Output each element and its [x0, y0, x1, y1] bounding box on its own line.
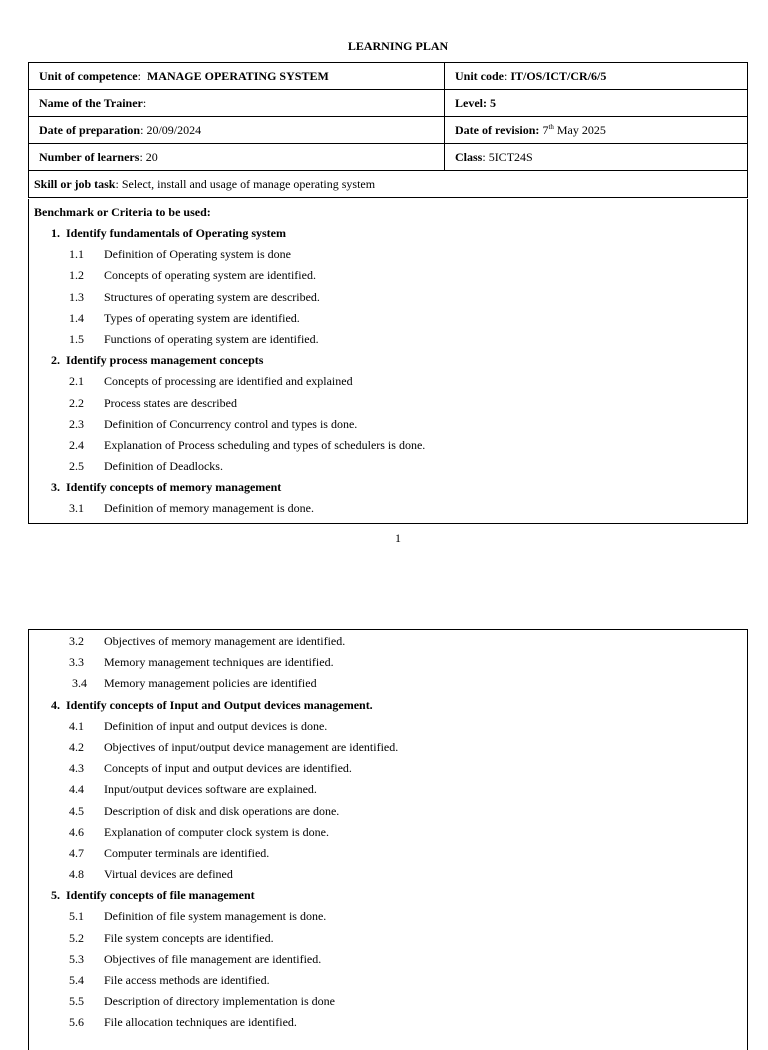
criteria-heading-text: 1. Identify fundamentals of Operating system	[51, 226, 287, 240]
criteria-item-number: 1.1	[69, 247, 84, 262]
criteria-item-text: Computer terminals are identified.	[104, 845, 270, 860]
criteria-item	[29, 801, 747, 822]
skill-or-job-task-cell: Skill or job task: Select, install and usage of manage operating system	[29, 171, 748, 198]
criteria-item	[29, 1012, 747, 1033]
criteria-item-number: 4.5	[69, 803, 84, 818]
criteria-item-text: Process states are described	[104, 395, 237, 410]
criteria-item	[29, 329, 747, 350]
criteria-item-number: 4.2	[69, 739, 84, 754]
criteria-heading	[29, 885, 747, 906]
level-label: Level: 5	[455, 95, 496, 110]
criteria-item-text: Definition of memory management is done.	[104, 501, 314, 516]
criteria-item	[29, 779, 747, 800]
criteria-item	[29, 970, 747, 991]
code-label: Unit code	[455, 68, 504, 83]
criteria-item-text: Objectives of file management are identified.	[104, 951, 322, 966]
criteria-item	[29, 864, 747, 885]
criteria-item-text: File allocation techniques are identified.	[104, 1015, 297, 1030]
criteria-item-text: Objectives of memory management are identified.	[104, 634, 346, 648]
class-cell: Class: 5ICT24S	[445, 144, 748, 171]
criteria-item-number: 3.3	[69, 655, 84, 670]
criteria-item-text: Memory management policies are identified	[104, 676, 317, 691]
criteria-item	[29, 737, 747, 758]
criteria-heading-text: 3. Identify concepts of memory management	[51, 480, 282, 495]
criteria-item	[29, 758, 747, 779]
criteria-item-text: Definition of Deadlocks.	[104, 459, 223, 474]
criteria-item-number: 4.8	[69, 867, 84, 882]
criteria-item	[29, 456, 747, 477]
document-title: LEARNING PLAN	[347, 39, 449, 53]
trainer-label: Name of the Trainer	[39, 95, 143, 110]
criteria-item-number: 3.2	[69, 634, 84, 648]
criteria-item-number: 4.3	[69, 761, 84, 776]
criteria-item	[29, 498, 747, 519]
criteria-item-number: 1.5	[69, 331, 84, 346]
criteria-item-text: Concepts of processing are identified and explained	[104, 374, 353, 389]
date-of-preparation-cell: Date of preparation: 20/09/2024	[29, 117, 445, 144]
criteria-item-text: Definition of file system management is done.	[104, 909, 327, 924]
trainer-cell: Name of the Trainer:	[29, 90, 445, 117]
criteria-item-text: Explanation of computer clock system is done.	[104, 824, 329, 839]
criteria-item-number: 4.4	[69, 782, 84, 797]
criteria-item	[29, 949, 747, 970]
date-of-revision-cell	[445, 117, 748, 144]
criteria-heading	[29, 350, 747, 371]
criteria-item-number: 2.2	[69, 395, 84, 410]
criteria-item-number: 5.5	[69, 994, 84, 1009]
criteria-item-text: Memory management techniques are identified.	[104, 655, 334, 670]
criteria-item	[29, 906, 747, 927]
criteria-item	[29, 822, 747, 843]
class-value: 5ICT24S	[488, 149, 533, 164]
criteria-item	[29, 414, 747, 435]
benchmark-section-page-2	[28, 629, 748, 1050]
criteria-item-number: 5.6	[69, 1015, 84, 1030]
prep-value: 20/09/2024	[146, 122, 202, 137]
criteria-item-number: 4.1	[69, 718, 84, 733]
criteria-item-number: 3.1	[69, 501, 84, 516]
benchmark-list-page-2	[29, 631, 747, 1034]
criteria-item	[29, 287, 747, 308]
criteria-heading	[29, 477, 747, 498]
criteria-item-text: Functions of operating system are identified.	[104, 331, 319, 346]
criteria-item	[29, 843, 747, 864]
criteria-item	[29, 244, 747, 265]
class-label: Class	[455, 149, 483, 164]
benchmark-list-page-1	[29, 223, 747, 520]
criteria-item	[29, 435, 747, 456]
criteria-item-number: 3.4	[72, 676, 87, 691]
learners-value: 20	[145, 149, 158, 164]
criteria-item	[29, 716, 747, 737]
prep-label: Date of preparation	[39, 122, 141, 137]
criteria-item-number: 4.7	[69, 845, 84, 860]
criteria-item-number: 1.3	[69, 289, 84, 304]
criteria-heading-text: 4. Identify concepts of Input and Output devices management.	[51, 697, 373, 712]
rev-month-year: May 2025	[556, 122, 606, 137]
criteria-item-text: Types of operating system are identified.	[104, 310, 300, 325]
criteria-item-text: File system concepts are identified.	[104, 930, 274, 945]
unit-label: Unit of competence	[39, 68, 138, 83]
criteria-item-text: Concepts of operating system are identified.	[104, 268, 316, 283]
criteria-item	[29, 371, 747, 392]
criteria-item-number: 5.2	[69, 930, 84, 945]
criteria-item-text: File access methods are identified.	[104, 973, 270, 987]
code-value: IT/OS/ICT/CR/6/5	[510, 68, 607, 83]
criteria-item	[29, 308, 747, 329]
criteria-item-text: Description of disk and disk operations are done.	[104, 803, 340, 818]
criteria-item-number: 1.4	[69, 310, 84, 325]
criteria-item-text: Objectives of input/output device management are identified.	[104, 739, 399, 754]
criteria-item-number: 5.3	[69, 951, 84, 966]
criteria-item	[29, 631, 747, 652]
criteria-item	[29, 991, 747, 1012]
criteria-item-text: Input/output devices software are explained.	[104, 782, 317, 797]
unit-of-competence-cell: Unit of competence: MANAGE OPERATING SYSTEM	[29, 63, 445, 90]
criteria-item	[29, 673, 747, 694]
criteria-item-text: Description of directory implementation is done	[104, 994, 335, 1009]
criteria-item-number: 2.5	[69, 459, 84, 474]
criteria-item-text: Virtual devices are defined	[104, 867, 233, 882]
page-number: 1	[395, 531, 401, 545]
criteria-item-number: 5.1	[69, 909, 84, 924]
rev-day: 7	[542, 122, 549, 137]
criteria-item-number: 1.2	[69, 268, 84, 283]
criteria-heading-text: 5. Identify concepts of file management	[51, 888, 255, 903]
learning-plan-info-table	[28, 62, 748, 198]
criteria-item-text: Definition of input and output devices is done.	[104, 718, 328, 733]
unit-value: MANAGE OPERATING SYSTEM	[146, 68, 329, 83]
criteria-heading-text: 2. Identify process management concepts	[51, 353, 264, 368]
criteria-item	[29, 652, 747, 673]
criteria-item-text: Definition of Concurrency control and types is done.	[104, 416, 358, 431]
criteria-item	[29, 393, 747, 414]
criteria-item-number: 2.3	[69, 416, 84, 431]
number-of-learners-cell: Number of learners: 20	[29, 144, 445, 171]
learners-label: Number of learners	[39, 149, 140, 164]
skill-value: Select, install and usage of manage operating system	[121, 176, 376, 191]
criteria-item-number: 2.4	[69, 437, 84, 452]
unit-code-cell: Unit code: IT/OS/ICT/CR/6/5	[445, 63, 748, 90]
criteria-heading	[29, 223, 747, 244]
criteria-heading	[29, 695, 747, 716]
criteria-item-number: 2.1	[69, 374, 84, 389]
criteria-item	[29, 265, 747, 286]
criteria-item-text: Explanation of Process scheduling and types of schedulers is done.	[104, 437, 426, 452]
criteria-item-number: 4.6	[69, 824, 84, 839]
criteria-item-text: Concepts of input and output devices are identified.	[104, 761, 352, 776]
level-cell	[445, 90, 748, 117]
criteria-item	[29, 928, 747, 949]
benchmark-section-page-1	[28, 199, 748, 524]
rev-day-suffix: th	[548, 122, 554, 131]
rev-label: Date of revision:	[455, 122, 540, 137]
benchmark-title: Benchmark or Criteria to be used:	[34, 205, 211, 219]
criteria-item-text: Structures of operating system are described.	[104, 289, 320, 304]
skill-label: Skill or job task	[34, 176, 116, 191]
criteria-item-number: 5.4	[69, 973, 84, 987]
criteria-item-text: Definition of Operating system is done	[104, 247, 291, 262]
